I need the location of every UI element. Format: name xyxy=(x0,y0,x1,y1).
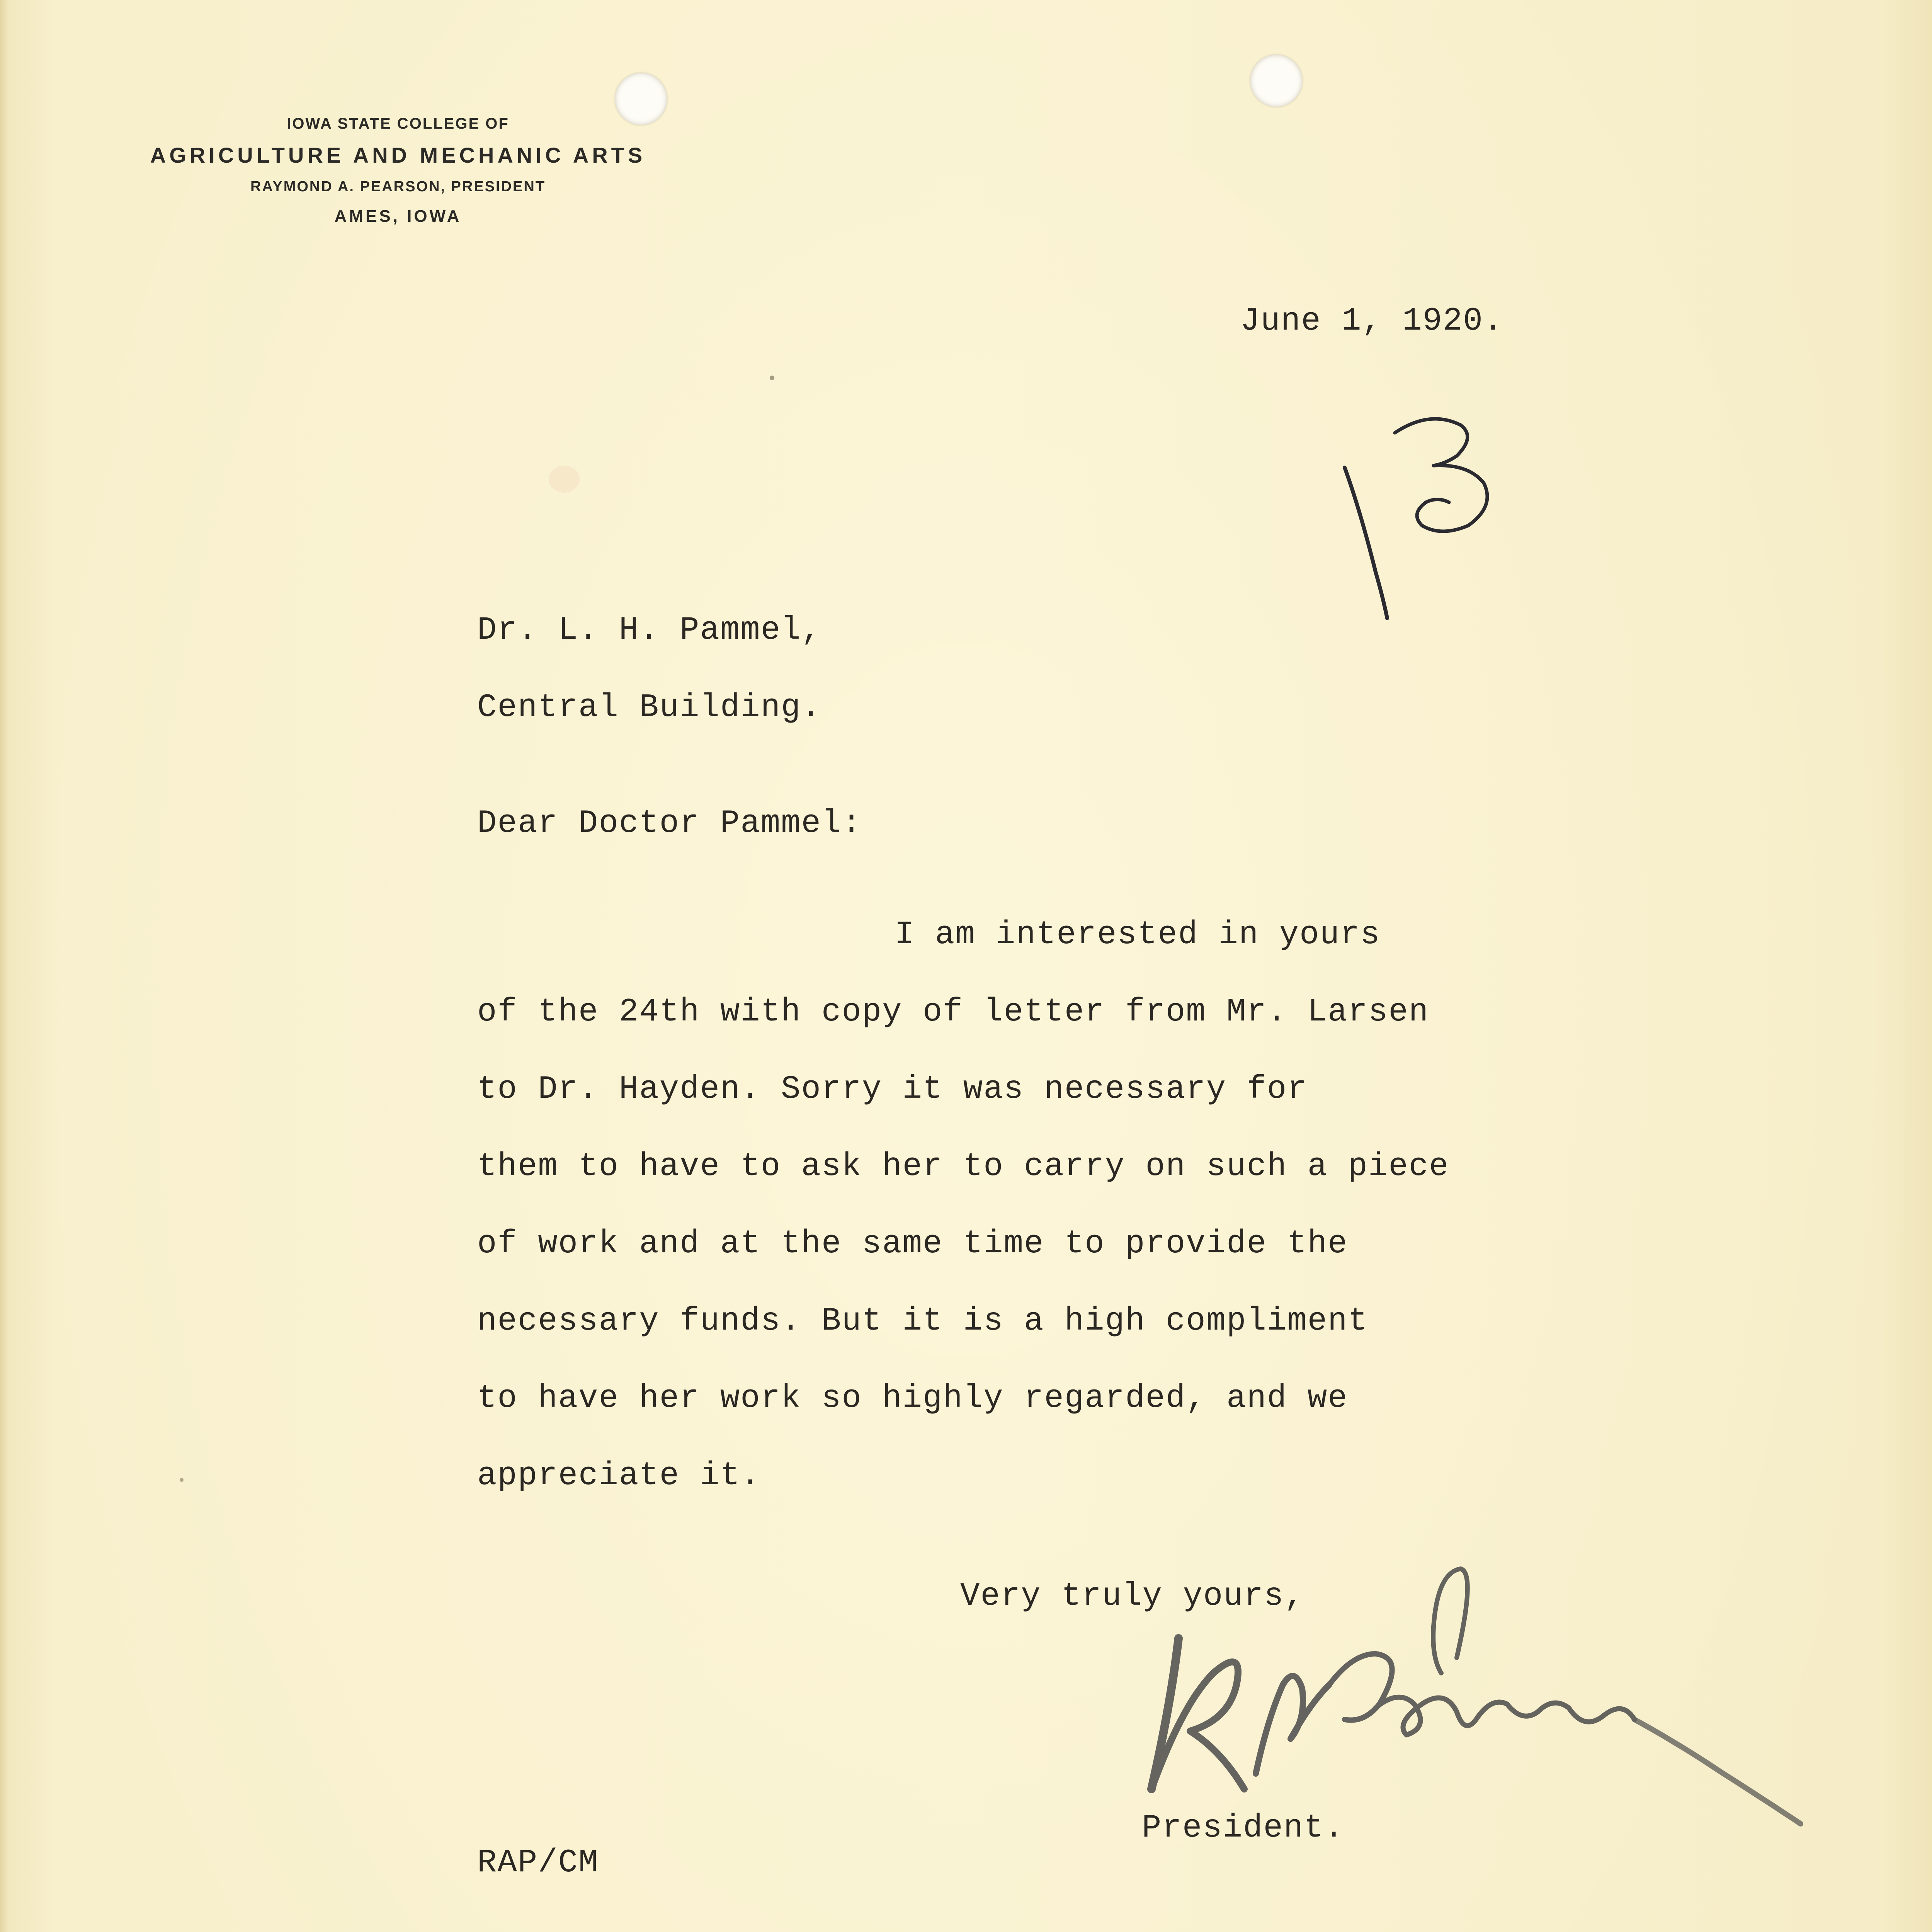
body-line: to Dr. Hayden. Sorry it was necessary for xyxy=(477,1071,1308,1108)
letter-date: June 1, 1920. xyxy=(1240,303,1504,340)
body-line: to have her work so highly regarded, and we xyxy=(477,1380,1348,1417)
closing: Very truly yours, xyxy=(960,1578,1304,1615)
body-line: of the 24th with copy of letter from Mr. Larsen xyxy=(477,994,1429,1031)
letterhead-institution: IOWA STATE COLLEGE OF xyxy=(287,115,509,132)
body-line: I am interested in yours xyxy=(895,917,1381,953)
body-line: them to have to ask her to carry on such a piece xyxy=(477,1148,1449,1185)
body-line: of work and at the same time to provide the xyxy=(477,1226,1348,1262)
letterhead-college-name: AGRICULTURE AND MECHANIC ARTS xyxy=(150,143,646,167)
salutation: Dear Doctor Pammel: xyxy=(477,805,862,842)
recipient-location: Central Building. xyxy=(477,689,821,726)
signer-title: President. xyxy=(1142,1810,1345,1847)
body-line: appreciate it. xyxy=(477,1458,761,1494)
body-line: necessary funds. But it is a high compliment xyxy=(477,1303,1368,1340)
reference-initials: RAP/CM xyxy=(477,1845,599,1881)
letterhead-city: AMES, IOWA xyxy=(334,207,462,226)
recipient-name: Dr. L. H. Pammel, xyxy=(477,612,821,649)
letterhead-president: RAYMOND A. PEARSON, PRESIDENT xyxy=(250,179,546,195)
